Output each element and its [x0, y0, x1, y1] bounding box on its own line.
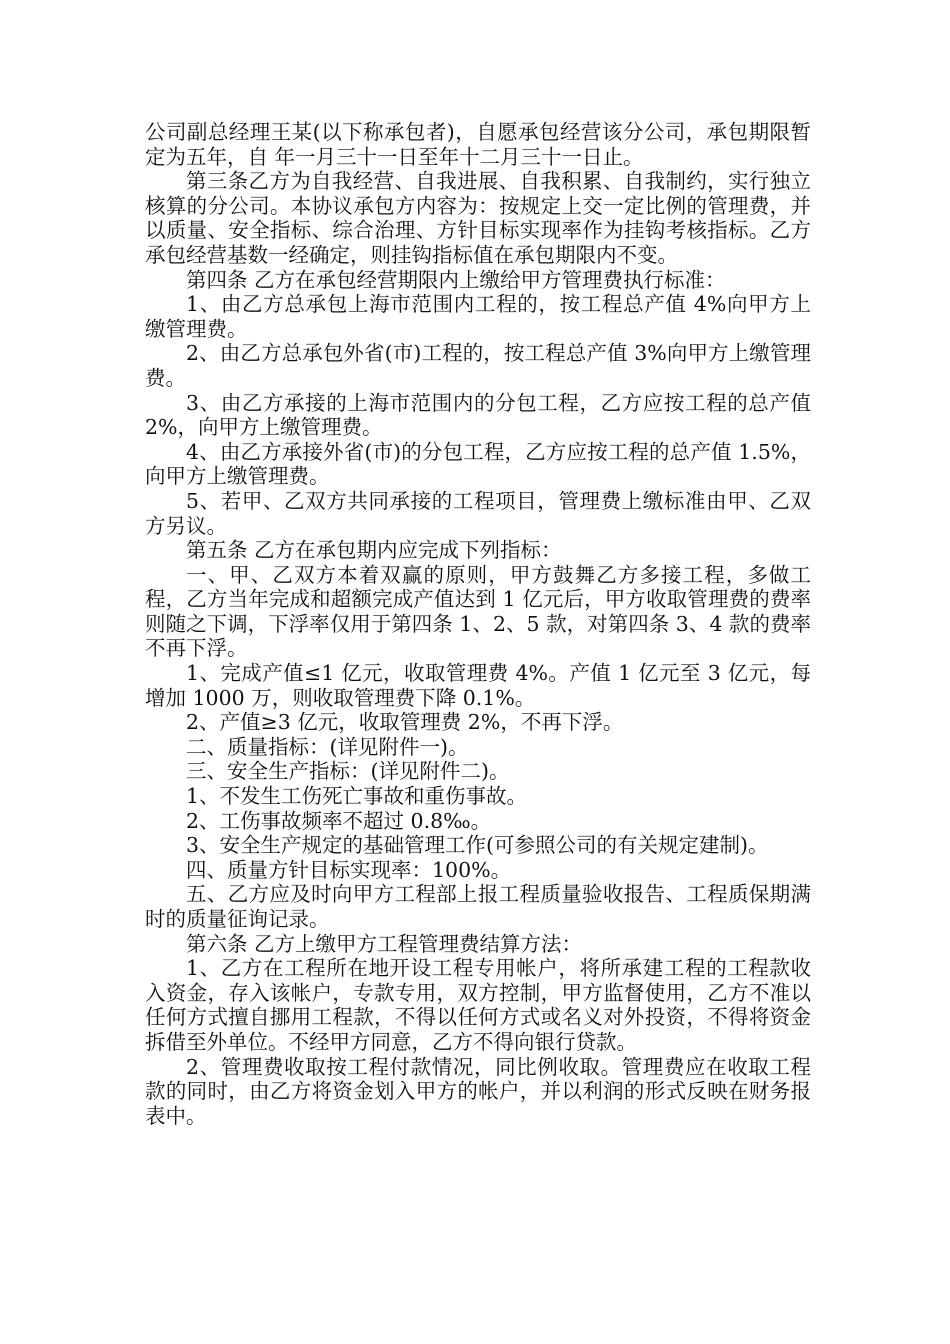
paragraph: 2、产值≥3 亿元，收取管理费 2%，不再下浮。: [186, 710, 624, 735]
paragraph: 四、质量方针目标实现率：100%。: [186, 857, 512, 882]
paragraph: 第四条 乙方在承包经营期限内上缴给甲方管理费执行标准：: [186, 267, 726, 292]
paragraph: 第六条 乙方上缴甲方工程管理费结算方法：: [186, 931, 583, 956]
paragraph: 公司副总经理王某(以下称承包者)，自愿承包经营该分公司，承包期限暂定为五年，自 年一月三十一日至年十二月三十一日止。: [145, 120, 811, 169]
paragraph: 2、管理费收取按工程付款情况，同比例收取。管理费应在收取工程款的同时，由乙方将资金划入甲方的帐户，并以利润的形式反映在财务报表中。: [145, 1054, 811, 1128]
paragraph: 五、乙方应及时向甲方工程部上报工程质量验收报告、工程质保期满时的质量征询记录。: [145, 882, 811, 931]
document-body: [145, 120, 818, 1128]
paragraph: 1、不发生工伤死亡事故和重伤事故。: [186, 784, 528, 809]
paragraph: 3、由乙方承接的上海市范围内的分包工程，乙方应按工程的总产值 2%，向甲方上缴管理费。: [145, 390, 818, 440]
paragraph: 第五条 乙方在承包期内应完成下列指标：: [186, 538, 562, 563]
paragraph: 2、工伤事故频率不超过 0.8‰。: [186, 808, 492, 833]
paragraph: 1、由乙方总承包上海市范围内工程的，按工程总产值 4%向甲方上缴管理费。: [145, 292, 811, 341]
paragraph: 2、由乙方总承包外省(市)工程的，按工程总产值 3%向甲方上缴管理费。: [145, 341, 811, 390]
paragraph: 二、质量指标：(详见附件一)。: [186, 734, 469, 759]
paragraph: 一、甲、乙双方本着双赢的原则，甲方鼓舞乙方多接工程，多做工程，乙方当年完成和超额完成产值达到 1 亿元后，甲方收取管理费的费率则随之下调，下浮率仅用于第四条 1、2、5 款，对第四条 3、4 款的费率不再下浮。: [145, 562, 811, 661]
paragraph: 3、安全生产规定的基础管理工作(可参照公司的有关规定建制)。: [186, 833, 769, 858]
paragraph: 第三条乙方为自我经营、自我进展、自我积累、自我制约，实行独立核算的分公司。本协议承包方内容为：按规定上交一定比例的管理费，并以质量、安全指标、综合治理、方针目标实现率作为挂钩考核指标。乙方承包经营基数一经确定，则挂钩指标值在承包期限内不变。: [145, 169, 811, 267]
paragraph: 1、完成产值≤1 亿元，收取管理费 4%。产值 1 亿元至 3 亿元，每增加 1000 万，则收取管理费下降 0.1%。: [145, 661, 811, 710]
paragraph: 1、乙方在工程所在地开设工程专用帐户，将所承建工程的工程款收入资金，存入该帐户，专款专用，双方控制，甲方监督使用，乙方不准以任何方式擅自挪用工程款，不得以任何方式或名义对外投资，不得将资金拆借至外单位。不经甲方同意，乙方不得向银行贷款。: [145, 956, 811, 1054]
paragraph: 5、若甲、乙双方共同承接的工程项目，管理费上缴标准由甲、乙双方另议。: [145, 488, 811, 538]
paragraph: 三、安全生产指标：(详见附件二)。: [186, 759, 510, 784]
paragraph: 4、由乙方承接外省(市)的分包工程，乙方应按工程的总产值 1.5%，向甲方上缴管理费。: [145, 439, 811, 489]
